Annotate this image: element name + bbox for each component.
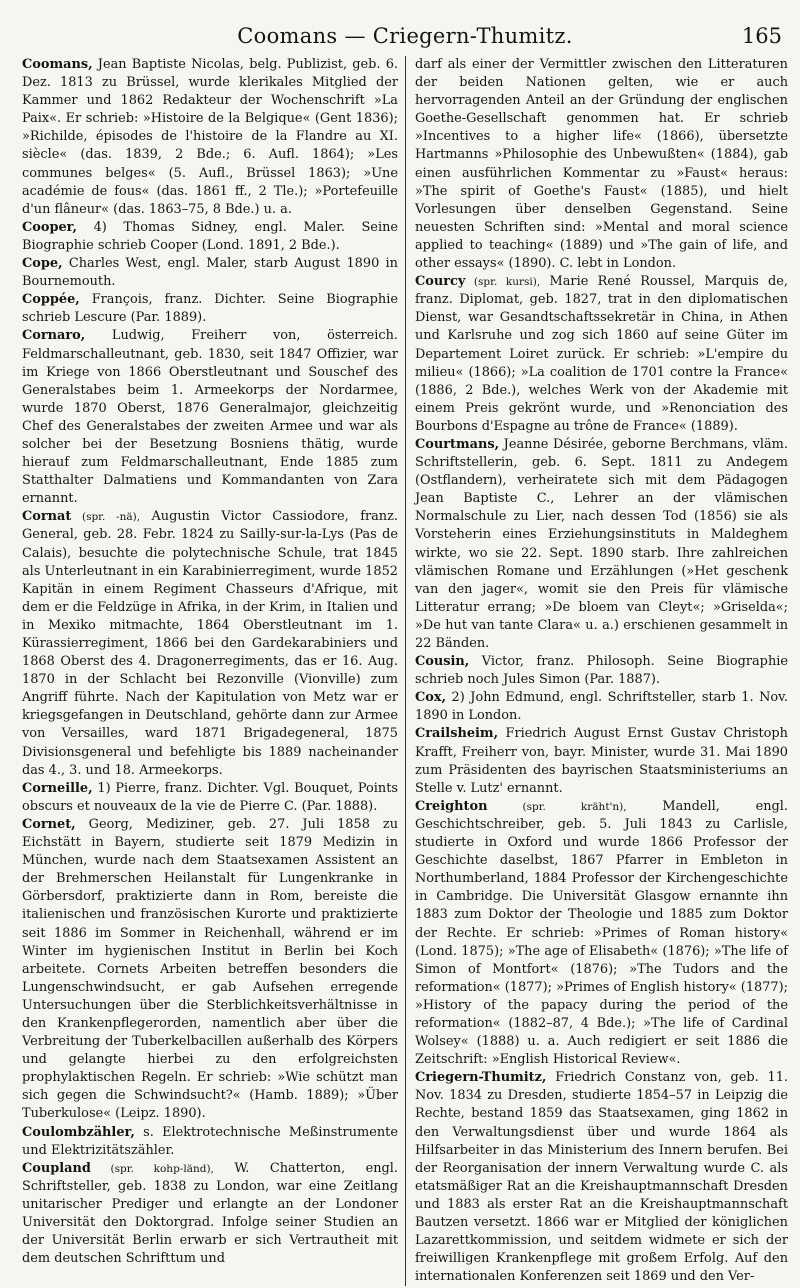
left-column <box>22 56 405 1286</box>
entry-headword: Cornet, <box>22 816 76 832</box>
page-number: 165 <box>741 24 782 48</box>
dictionary-entry <box>415 1069 788 1286</box>
entry-headword: Courtmans, <box>415 436 500 452</box>
entry-headword: Coulombzähler, <box>22 1124 135 1140</box>
entry-body: Victor, franz. Philosoph. Seine Biographie schrieb noch Jules Simon (Par. 1887). <box>415 654 788 688</box>
entry-headword: Corneille, <box>22 780 93 796</box>
entry-headword: Cooper, <box>22 219 78 235</box>
page-header <box>22 0 788 56</box>
entry-body: 4) Thomas Sidney, engl. Maler. Seine Biographie schrieb Cooper (Lond. 1891, 2 Bde.). <box>22 219 398 253</box>
entry-headword: Cornaro, <box>22 328 86 344</box>
entry-headword: Criegern-Thumitz, <box>415 1070 547 1086</box>
entry-headword: Creighton <box>415 798 488 814</box>
entry-body: François, franz. Dichter. Seine Biographie schrieb Lescure (Par. 1889). <box>22 292 398 326</box>
entry-body: Marie René Roussel, Marquis de, franz. Diplomat, geb. 1827, trat in den diplomatischen Dienst, war Gesandtschaftssekretär in China, in Athen und Karlsruhe und zog sich 1860 auf seine Güter im Departement Loiret zurück. Er schrieb: »L'empire du milieu« (1866); »La coalition de 1701 contre la France« (1886, 2 Bde.), welches Werk von der Akademie mit einem Preis gekrönt wurde, und »Renonciation des Bourbons d'Espagne au trône de France« (1889). <box>415 274 788 434</box>
entry-body: Friedrich Constanz von, geb. 11. Nov. 1834 zu Dresden, studierte 1854–57 in Leipzig die Rechte, bestand 1859 das Staatsexamen, ging 1862 in den Verwaltungsdienst über und wurde 1864 als Hilfsarbeiter in das Ministerium des Innern berufen. Bei der Reorganisation der innern Verwaltung wurde C. als etatsmäßiger Rat an die Kreishauptmannschaft Dresden und 1883 als erster Rat an die Kreishauptmannschaft Bautzen versetzt. 1866 war er Mitglied der königlichen Lazarettkommission, und seitdem widmete er sich der freiwilligen Krankenpflege mit großem Erfolg. Auf den internationalen Konferenzen seit 1869 und den Ver- <box>415 1070 788 1285</box>
entry-pronunciation: (spr. -nä), <box>71 511 141 524</box>
entry-headword: Cornat <box>22 509 72 525</box>
dictionary-entry <box>22 1160 398 1269</box>
dictionary-entry <box>415 273 788 436</box>
dictionary-entry <box>22 816 398 1124</box>
running-head: Coomans — Criegern-Thumitz. <box>237 24 573 48</box>
dictionary-entry <box>22 56 398 219</box>
entry-body: Augustin Victor Cassiodore, franz. General, geb. 28. Febr. 1824 zu Sailly-sur-la-Lys (Pas de Calais), besuchte die polytechnische Schule, trat 1845 als Unterleutnant in ein Karabinierregiment, wurde 1852 Kapitän in einem Regiment Chasseurs d'Afrique, mit dem er die Feldzüge in Afrika, in der Krim, in Italien und in Mexiko mitmachte, 1864 Oberstleutnant im 1. Kürassierregiment, 1866 bei den Gardekarabiniers und 1868 Oberst des 4. Dragonerregiments, das er 16. Aug. 1870 in der Schlacht bei Rezonville (Vionville) zum Angriff führte. Nach der Kapitulation von Metz war er kriegsgefangen in Deutschland, gehörte dann zur Armee von Versailles, ward 1871 Brigadegeneral, 1875 Divisionsgeneral und befehligte bis 1889 nacheinander das 4., 3. und 18. Armeekorps. <box>22 509 398 778</box>
entry-body: 1) Pierre, franz. Dichter. Vgl. Bouquet, Points obscurs et nouveaux de la vie de Pierre C. (Par. 1888). <box>22 780 398 814</box>
entry-body: W. Chatterton, engl. Schriftsteller, geb. 1838 zu London, war eine Zeitlang unitarischer Prediger und erlangte an der Londoner Universität den Doktorgrad. Infolge seiner Studien an der Universität Berlin erwarb er sich Vertrautheit mit dem deutschen Schrifttum und <box>22 1160 398 1267</box>
right-column <box>405 56 788 1286</box>
entry-headword: Coupland <box>22 1160 91 1176</box>
entry-pronunciation: (spr. kursi), <box>465 276 541 289</box>
entry-headword: Coomans, <box>22 57 93 72</box>
entry-body: Charles West, engl. Maler, starb August 1890 in Bournemouth. <box>22 256 398 290</box>
dictionary-entry <box>415 653 788 689</box>
entry-body: Jeanne Désirée, geborne Berchmans, vläm. Schriftstellerin, geb. 6. Sept. 1811 zu Andegem (Ostflandern), verheiratete sich mit dem Pädagogen Jean Baptiste C., Lehrer an der vlämischen Normalschule zu Lier, nach dessen Tod (1856) sie als Vorsteherin eines Erziehungsinstituts in Maldeghem wirkte, wo sie 22. Sept. 1890 starb. Ihre zahlreichen vlämischen Romane und Erzählungen (»Het geschenk van den jager«, womit sie den Preis für vlämische Litteratur errang; »De bloem van Cleyt«; »Griselda«; »De hut van tante Clara« u. a.) erschienen gesammelt in 22 Bänden. <box>415 436 788 651</box>
entry-pronunciation: (spr. kräht'n), <box>487 800 627 813</box>
entry-body: darf als einer der Vermittler zwischen den Litteraturen der beiden Nationen gelten, wie er auch hervorragenden Anteil an der Gründung der englischen Goethe-Gesellschaft genommen hat. Er schrieb »Incentives to a higher life« (1866), übersetzte Hartmanns »Philosophie des Unbewußten« (1884), gab einen ausführlichen Kommentar zu »Faust« heraus: »The spirit of Goethe's Faust« (1885), und hielt Vorlesungen über denselben Gegenstand. Seine neuesten Schriften sind: »Mental and moral science applied to teaching« (1889) und »The gain of life, and other essays« (1890). C. lebt in London. <box>415 57 788 272</box>
entry-headword: Courcy <box>415 274 466 290</box>
entry-headword: Coppée, <box>22 292 80 308</box>
entry-body: Jean Baptiste Nicolas, belg. Publizist, geb. 6. Dez. 1813 zu Brüssel, wurde klerikales Mitglied der Kammer und 1862 Redakteur der Wochenschrift »La Paix«. Er schrieb: »Histoire de la Belgique« (Gent 1836); »Richilde, épisodes de l'histoire de la Flandre au XI. siècle« (das. 1839, 2 Bde.; 6. Aufl. 1864); »Les communes belges« (5. Aufl., Brüssel 1863); »Une académie de fous« (das. 1861 ff., 2 Tle.); »Portefeuille d'un flâneur« (das. 1863–75, 8 Bde.) u. a. <box>22 57 398 217</box>
entry-body: Mandell, engl. Geschichtschreiber, geb. 5. Juli 1843 zu Carlisle, studierte in Oxford und wurde 1866 Professor der Geschichte daselbst, 1867 Pfarrer in Embleton in Northumberland, 1884 Professor der Kirchengeschichte in Cambridge. Die Universität Glasgow ernannte ihn 1883 zum Doktor der Theologie und 1885 zum Doktor der Rechte. Er schrieb: »Primes of Roman history« (Lond. 1875); »The age of Elisabeth« (1876); »The life of Simon of Montfort« (1876); »The Tudors and the reformation« (1877); »Primes of English history« (1877); »History of the papacy during the period of the reformation« (1882–87, 4 Bde.); »The life of Cardinal Wolsey« (1888) u. a. Auch redigiert er seit 1886 die Zeitschrift: »English Historical Review«. <box>415 798 788 1068</box>
entry-headword: Crailsheim, <box>415 726 499 742</box>
entry-headword: Cox, <box>415 690 447 706</box>
dictionary-entry <box>22 255 398 291</box>
entry-headword: Cope, <box>22 256 63 272</box>
dictionary-entry <box>22 780 398 816</box>
entry-body: Georg, Mediziner, geb. 27. Juli 1858 zu Eichstätt in Bayern, studierte seit 1879 Medizin in München, wurde nach dem Staatsexamen Assistent an der Brehmerschen Heilanstalt für Lungenkranke in Görbersdorf, praktizierte dann in Rom, bereiste die italienischen und französischen Kurorte und praktizierte seit 1886 im Sommer in Reichenhall, während er im Winter im hygienischen Institut in Berlin bei Koch arbeitete. Cornets Arbeiten betreffen besonders die Lungenschwindsucht, er gab Aufsehen erregende Untersuchungen über die Sterblichkeitsverhältnisse in den Krankenpflegerorden, namentlich aber über die Verbreitung der Tuberkelbacillen außerhalb des Körpers und gelangte hierbei zu den erfolgreichsten prophylaktischen Regeln. Er schrieb: »Wie schützt man sich gegen die Schwindsucht?« (Hamb. 1889); »Über Tuberkulose« (Leipz. 1890). <box>22 816 398 1122</box>
dictionary-entry <box>415 689 788 725</box>
entry-pronunciation: (spr. kohp-länd), <box>90 1162 214 1175</box>
dictionary-entry <box>22 1124 398 1160</box>
dictionary-entry <box>415 56 788 273</box>
entry-body: Ludwig, Freiherr von, österreich. Feldmarschalleutnant, geb. 1830, seit 1847 Offizier, war im Kriege von 1866 Oberstleutnant und Souschef des Generalstabes beim 1. Armeekorps der Nordarmee, wurde 1870 Oberst, 1876 Generalmajor, gleichzeitig Chef des Generalstabes der zweiten Armee und war als solcher bei der Besetzung Bosniens thätig, wurde hierauf zum Feldmarschalleutnant, Ende 1885 zum Statthalter Dalmatiens und Kommandanten von Zara ernannt. <box>22 328 398 507</box>
dictionary-entry <box>22 327 398 508</box>
entry-body: s. Elektrotechnische Meßinstrumente und Elektrizitätszähler. <box>22 1124 398 1158</box>
dictionary-entry <box>22 508 398 779</box>
text-columns <box>22 56 788 1286</box>
dictionary-entry <box>415 436 788 653</box>
entry-body: 2) John Edmund, engl. Schriftsteller, starb 1. Nov. 1890 in London. <box>415 690 788 724</box>
entry-headword: Cousin, <box>415 654 470 670</box>
dictionary-entry <box>22 291 398 327</box>
dictionary-entry <box>415 798 788 1069</box>
dictionary-entry <box>22 219 398 255</box>
dictionary-entry <box>415 725 788 797</box>
entry-body: Friedrich August Ernst Gustav Christoph Krafft, Freiherr von, bayr. Minister, wurde 31. Mai 1890 zum Präsidenten des bayrischen Staatsministeriums an Stelle v. Lutz' ernannt. <box>415 726 788 796</box>
